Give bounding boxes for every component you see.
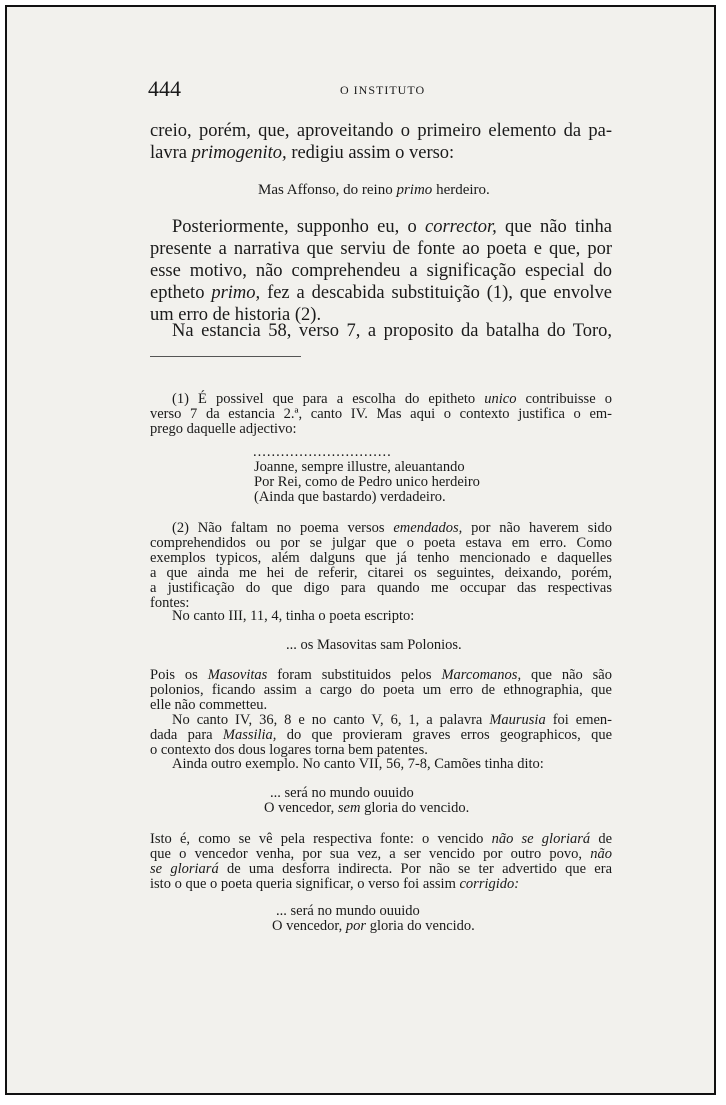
- verse-line: O vencedor, sem gloria do vencido.: [264, 800, 470, 816]
- footnote-line: Isto é, como se vê pela respectiva fonte: o vencido não se gloriará de: [150, 831, 613, 847]
- footnote-line: Pois os Masovitas foram substituidos pelos Marcomanos, que não são: [150, 667, 612, 683]
- footnote-line: dada para Massilia, do que provieram graves erros geographicos, que: [150, 727, 613, 743]
- footnote-line: No canto IV, 36, 8 e no canto V, 6, 1, a palavra Maurusia foi emen-: [172, 712, 612, 728]
- footnote-line: prego daquelle adjectivo:: [150, 421, 297, 437]
- verse-line: Joanne, sempre illustre, aleuantando: [254, 459, 465, 475]
- main-line: Posteriormente, supponho eu, o corrector, que não tinha: [172, 217, 612, 237]
- verse-line: ... será no mundo ouuido: [276, 903, 420, 919]
- main-line: esse motivo, não comprehendeu a significação especial do: [150, 261, 612, 281]
- verse-line: Por Rei, como de Pedro unico herdeiro: [254, 474, 480, 490]
- footnote-separator: [150, 356, 301, 357]
- footnote-line: (2) Não faltam no poema versos emendados, por não haverem sido: [172, 520, 612, 536]
- footnote-line: (1) É possivel que para a escolha do epitheto unico contribuisse o: [172, 391, 612, 407]
- footnote-line: elle não commetteu.: [150, 697, 268, 713]
- verse-line: ... os Masovitas sam Polonios.: [286, 637, 462, 653]
- footnote-line: isto o que o poeta queria significar, o verso foi assim corrigido:: [150, 876, 520, 892]
- footnote-line: exemplos typicos, além dalguns que já tenho mencionado e daquelles: [150, 550, 612, 566]
- page-number: 444: [148, 76, 181, 101]
- footnote-line: que o vencedor venha, por sua vez, a ser vencido por outro povo, não: [150, 846, 612, 862]
- footnote-line: Ainda outro exemplo. No canto VII, 56, 7-8, Camões tinha dito:: [172, 756, 544, 772]
- footnote-line: o contexto dos dous logares torna bem patentes.: [150, 742, 428, 758]
- footnote-line: verso 7 da estancia 2.ª, canto IV. Mas aqui o contexto justifica o em-: [150, 406, 612, 422]
- main-line: um erro de historia (2).: [150, 305, 322, 325]
- footnote-line: polonios, ficando assim a cargo do poeta um erro de ethnographia, que: [150, 682, 612, 698]
- main-line: lavra primogenito, redigiu assim o verso:: [150, 143, 455, 163]
- main-line: Na estancia 58, verso 7, a proposito da batalha do Toro,: [172, 321, 612, 341]
- footnote-line: No canto III, 11, 4, tinha o poeta escripto:: [172, 608, 415, 624]
- main-line: presente a narrativa que serviu de fonte ao poeta e que, por: [150, 239, 612, 259]
- ellipsis-line: ..............................: [253, 444, 392, 460]
- footnote-line: comprehendidos ou por se julgar que o poeta estava em erro. Como: [150, 535, 612, 551]
- verse-line: O vencedor, por gloria do vencido.: [272, 918, 475, 934]
- main-line: eptheto primo, fez a descabida substituição (1), que envolve: [150, 283, 612, 303]
- main-line: creio, porém, que, aproveitando o primeiro elemento da pa-: [150, 121, 612, 141]
- footnote-line: a justificação do que digo para quando me occupar das respectivas: [150, 580, 612, 596]
- verse-quote: Mas Affonso, do reino primo herdeiro.: [258, 182, 490, 198]
- footnote-line: a que ainda me hei de referir, citarei os seguintes, deixando, porém,: [150, 565, 612, 581]
- running-title: O INSTITUTO: [340, 83, 426, 97]
- verse-line: ... será no mundo ouuido: [270, 785, 414, 801]
- footnote-line: fontes:: [150, 595, 190, 611]
- footnote-line: se gloriará de uma desforra indirecta. Por não se ter advertido que era: [150, 861, 613, 877]
- verse-line: (Ainda que bastardo) verdadeiro.: [254, 489, 446, 505]
